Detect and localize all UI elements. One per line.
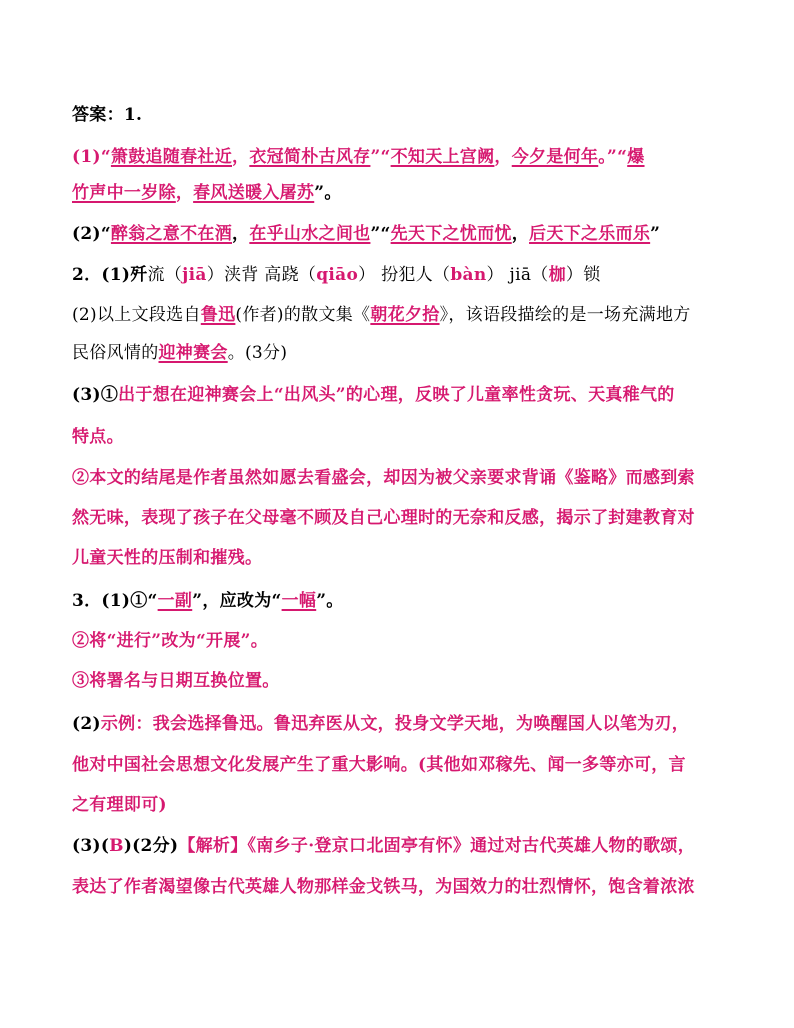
- answer-blank: 今夕是何年: [511, 147, 599, 167]
- text: (2)“: [72, 224, 111, 244]
- answer-2-3-line-3: [72, 466, 695, 490]
- answer-3-3-line-2: [72, 875, 695, 899]
- text: 。”“: [598, 147, 628, 167]
- answer-character: 枷: [548, 265, 566, 285]
- text: ”。: [316, 591, 344, 611]
- answer-blank: 后天下之乐而乐: [529, 224, 651, 244]
- text: )(2分): [123, 836, 179, 856]
- text: ，: [494, 147, 512, 167]
- analysis-text: 表达了作者渴望像古代英雄人物那样金戈铁马，为国效力的壮烈情怀，饱含着浓浓: [72, 877, 695, 897]
- answer-3-2-line-1: [72, 712, 689, 736]
- answer-blank: 一幅: [281, 591, 317, 611]
- answer-blank: 箫鼓追随春社近: [110, 147, 233, 167]
- answer-blank: 朝花夕拾: [370, 305, 440, 325]
- text: (2): [72, 714, 101, 734]
- answer-blank: 春风送暖入屠苏: [193, 183, 315, 203]
- answer-2-2-line-1: [72, 303, 691, 327]
- text: ） jiā（: [486, 265, 549, 285]
- answer-1-1-line-2: [72, 181, 342, 205]
- answer-2-3-line-5: [72, 546, 262, 570]
- text: (作者)的散文集《: [235, 305, 371, 325]
- text: 3．(1)①“: [72, 591, 158, 611]
- text: 。(3分): [227, 343, 288, 363]
- answer-blank: 爆: [627, 147, 645, 167]
- text: ”“: [370, 147, 391, 167]
- answer-3-1-line-2: [72, 629, 268, 653]
- answer-text: 示例：我会选择鲁迅。鲁迅弃医从文，投身文学天地，为唤醒国人以笔为刃，: [100, 714, 690, 734]
- answer-blank: 不知天上宫阙: [390, 147, 495, 167]
- answer-1-1-line-1: [72, 145, 645, 169]
- answer-blank: 醉翁之意不在酒: [110, 224, 233, 244]
- text: (3)(: [72, 836, 110, 856]
- answer-choice: B: [109, 836, 124, 856]
- answer-blank: 衣冠简朴古风存: [249, 147, 371, 167]
- answer-text: 他对中国社会思想文化发展产生了重大影响。(其他如邓稼先、闻一多等亦可，言: [72, 755, 686, 775]
- answer-heading: [72, 103, 142, 127]
- answer-3-1-line-3: [72, 669, 280, 693]
- answer-2-3-line-2: [72, 425, 124, 449]
- analysis-text: 【解析】《南乡子·登京口北固亭有怀》通过对古代英雄人物的歌颂，: [178, 836, 696, 856]
- answer-3-2-line-2: [72, 753, 686, 777]
- answer-3-3-line-1: [72, 834, 695, 858]
- text: ）锁: [565, 265, 601, 285]
- text: 浃背 高跷（: [224, 265, 317, 285]
- text: 民俗风情的: [72, 343, 159, 363]
- answer-text: ③将署名与日期互换位置。: [72, 671, 280, 691]
- pinyin: qiāo: [316, 265, 359, 285]
- answer-blank: 一副: [157, 591, 193, 611]
- text: ”。: [314, 183, 342, 203]
- answer-3-1-line-1: [72, 589, 344, 613]
- answer-blank: 在乎山水之间也: [249, 224, 371, 244]
- text: 》，该语段描绘的是一场充满地方: [439, 305, 691, 325]
- text: ，: [175, 183, 194, 203]
- answer-text: 出于想在迎神赛会上“出风头”的心理，反映了儿童率性贪玩、天真稚气的: [118, 385, 675, 405]
- answer-text: 之有理即可): [72, 795, 167, 815]
- answer-blank: 鲁迅: [200, 305, 236, 325]
- answer-2-2-line-2: [72, 341, 287, 365]
- text: ，: [232, 147, 250, 167]
- pinyin: jiā: [182, 265, 207, 285]
- text: ”，应改为“: [192, 591, 282, 611]
- text: (3)①: [72, 385, 119, 405]
- answer-text: ②本文的结尾是作者虽然如愿去看盛会，却因为被父亲要求背诵《鉴略》而感到索: [72, 468, 695, 488]
- answer-text: 特点。: [72, 427, 124, 447]
- answer-2-1-line: [72, 263, 601, 287]
- text: (1)“: [72, 147, 111, 167]
- text: ，: [511, 224, 530, 244]
- answer-heading-text: 答案：1.: [72, 105, 143, 125]
- text: ，: [232, 224, 250, 244]
- text: ”: [650, 224, 661, 244]
- text: ）: [206, 265, 224, 285]
- answer-text: 儿童天性的压制和摧残。: [72, 548, 263, 568]
- answer-2-3-line-4: [72, 506, 695, 530]
- text: ） 扮犯人（: [358, 265, 451, 285]
- text: 2．(1)歼: [72, 265, 148, 285]
- answer-text: 然无味，表现了孩子在父母毫不顾及自己心理时的无奈和反感，揭示了封建教育对: [72, 508, 695, 528]
- text: (2)以上文段选自: [72, 305, 201, 325]
- text: 流（: [147, 265, 183, 285]
- answer-blank: 先天下之忧而忧: [390, 224, 512, 244]
- answer-blank: 迎神赛会: [158, 343, 228, 363]
- text: ”“: [370, 224, 391, 244]
- answer-blank: 竹声中一岁除: [72, 183, 176, 203]
- pinyin: bàn: [450, 265, 487, 285]
- answer-text: ②将“进行”改为“开展”。: [72, 631, 269, 651]
- answer-3-2-line-3: [72, 793, 167, 817]
- answer-1-2-line: [72, 222, 660, 246]
- answer-2-3-line-1: [72, 383, 675, 407]
